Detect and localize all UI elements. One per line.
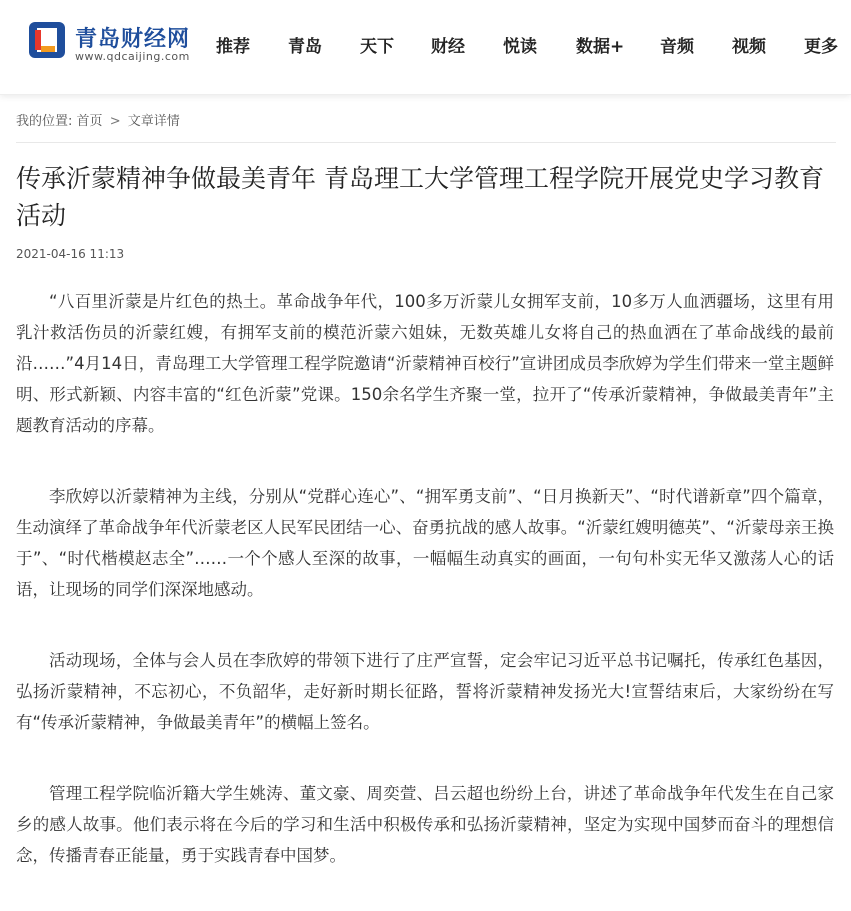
article-date: 2021-04-16 11:13: [16, 247, 125, 261]
breadcrumb-divider: [16, 142, 836, 143]
nav-item-audio[interactable]: 音频: [660, 37, 694, 57]
article-paragraph: 李欣婷以沂蒙精神为主线，分别从“党群心连心”、“拥军勇支前”、“日月换新天”、“时代谱新章”四个篇章，生动演绎了革命战争年代沂蒙老区人民军民团结一心、奋勇抗战的感人故事。“沂蒙红嫂明德英”、“沂蒙母亲王换于”、“时代楷模赵志全”……一个个感人至深的故事，一幅幅生动真实的画面，一句句朴实无华又激荡人心的话语，让现场的同学们深深地感动。: [16, 487, 834, 599]
main-nav: [0, 32, 851, 56]
breadcrumb: [16, 110, 180, 129]
site-url: www.qdcaijing.com: [75, 50, 190, 63]
site-header: [0, 0, 851, 95]
article-title: 传承沂蒙精神争做最美青年 青岛理工大学管理工程学院开展党史学习教育活动: [16, 164, 824, 230]
article-paragraph: “八百里沂蒙是片红色的热土。革命战争年代，100多万沂蒙儿女拥军支前，10多万人血洒疆场，这里有用乳汁救活伤员的沂蒙红嫂，有拥军支前的模范沂蒙六姐妹，无数英雄儿女将自己的热血洒在了革命战线的最前沿……”4月14日，青岛理工大学管理工程学院邀请“沂蒙精神百校行”宣讲团成员李欣婷为学生们带来一堂主题鲜明、形式新颖、内容丰富的“红色沂蒙”党课。150余名学生齐聚一堂，拉开了“传承沂蒙精神，争做最美青年”主题教育活动的序幕。: [16, 292, 834, 435]
nav-item-qingdao[interactable]: 青岛: [288, 37, 322, 57]
nav-item-world[interactable]: 天下: [360, 37, 394, 57]
breadcrumb-current: 文章详情: [127, 114, 180, 129]
article-paragraph: 管理工程学院临沂籍大学生姚涛、董文豪、周奕萱、吕云超也纷纷上台，讲述了革命战争年代发生在自己家乡的感人故事。他们表示将在今后的学习和生活中积极传承和弘扬沂蒙精神，坚定为实现中国梦而奋斗的理想信念，传播青春正能量，勇于实践青春中国梦。: [16, 784, 834, 865]
nav-item-recommend[interactable]: 推荐: [216, 37, 250, 57]
breadcrumb-home-link[interactable]: 首页: [76, 114, 103, 129]
nav-item-data[interactable]: 数据+: [576, 37, 625, 57]
nav-item-finance[interactable]: 财经: [431, 37, 465, 57]
nav-item-reading[interactable]: 悦读: [503, 37, 537, 57]
article-body: [16, 286, 834, 911]
site-name: 青岛财经网: [75, 27, 191, 52]
nav-item-video[interactable]: 视频: [732, 37, 766, 57]
article-paragraph: 活动现场，全体与会人员在李欣婷的带领下进行了庄严宣誓，定会牢记习近平总书记嘱托，传承红色基因，弘扬沂蒙精神，不忘初心，不负韶华，走好新时期长征路，誓将沂蒙精神发扬光大!宣誓结束后，大家纷纷在写有“传承沂蒙精神，争做最美青年”的横幅上签名。: [16, 651, 834, 732]
breadcrumb-prefix: 我的位置:: [16, 114, 73, 129]
nav-item-more[interactable]: 更多: [804, 37, 838, 57]
breadcrumb-separator: >: [109, 114, 121, 129]
